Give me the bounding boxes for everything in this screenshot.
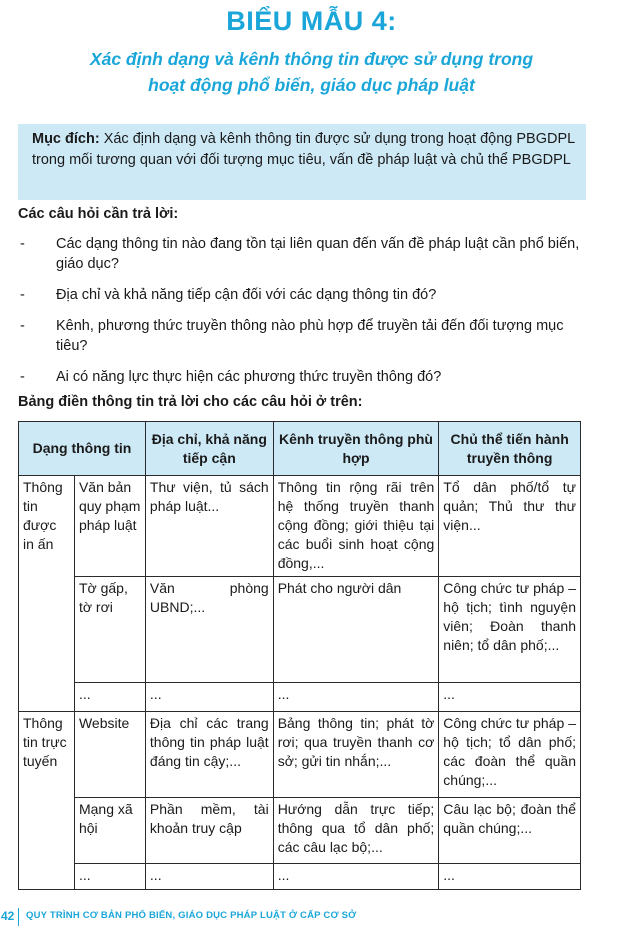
- list-dash: -: [20, 369, 25, 385]
- table-cell: Mạng xã hội: [74, 798, 145, 864]
- table-row: [19, 798, 581, 864]
- table-row: [19, 864, 581, 890]
- question-text: Địa chỉ và khả năng tiếp cận đối với các dạng thông tin đó?: [56, 287, 437, 303]
- purpose-label: Mục đích:: [32, 131, 100, 147]
- question-item: [18, 316, 598, 356]
- question-item: [18, 367, 598, 387]
- group-cell: Thông tin trực tuyến: [19, 712, 75, 890]
- table-cell: Tờ gấp, tờ rơi: [74, 577, 145, 683]
- question-text: Ai có năng lực thực hiện các phương thức truyền thông đó?: [56, 369, 442, 385]
- question-text: Kênh, phương thức truyền thông nào phù hợp để truyền tải đến đối tượng mục tiêu?: [56, 318, 564, 354]
- column-header: Dạng thông tin: [19, 422, 146, 476]
- subtitle-line-2: hoạt động phổ biến, giáo dục pháp luật: [148, 75, 475, 95]
- purpose-box: [18, 124, 586, 200]
- table-cell: Văn phòng UBND;...: [145, 577, 273, 683]
- table-cell: Công chức tư pháp – hộ tịch; tình nguyện viên; Đoàn thanh niên; tổ dân phố;...: [439, 577, 581, 683]
- table-cell: Hướng dẫn trực tiếp; thông qua tổ dân phố; các câu lạc bộ;...: [273, 798, 439, 864]
- list-dash: -: [20, 287, 25, 303]
- list-dash: -: [20, 236, 25, 252]
- table-cell: Website: [74, 712, 145, 798]
- table-row: [19, 712, 581, 798]
- question-item: [18, 234, 598, 274]
- table-cell: ...: [439, 864, 581, 890]
- question-text: Các dạng thông tin nào đang tồn tại liên quan đến vấn đề pháp luật cần phổ biến, giáo dục?: [56, 236, 580, 272]
- page-number: 42: [1, 909, 15, 923]
- table-cell: ...: [74, 864, 145, 890]
- purpose-text: Xác định dạng và kênh thông tin được sử dụng trong hoạt động PBGDPL trong mối tương quan với đối tượng mục tiêu, vấn đề pháp luật và chủ thể PBGDPL: [32, 131, 575, 168]
- table-cell: Phát cho người dân: [273, 577, 439, 683]
- questions-heading: Các câu hỏi cần trả lời:: [18, 206, 179, 222]
- table-cell: Tổ dân phố/tổ tự quản; Thủ thư thư viện...: [439, 476, 581, 577]
- column-header: Địa chỉ, khả năng tiếp cận: [145, 422, 273, 476]
- info-table: [18, 421, 581, 890]
- table-cell: Bảng thông tin; phát tờ rơi; qua truyền thanh cơ sở; gửi tin nhắn;...: [273, 712, 439, 798]
- column-header: Chủ thể tiến hành truyền thông: [439, 422, 581, 476]
- question-item: [18, 285, 598, 305]
- form-title: BIỂU MẪU 4:: [226, 6, 397, 36]
- column-header: Kênh truyền thông phù hợp: [273, 422, 439, 476]
- subtitle-line-1: Xác định dạng và kênh thông tin được sử dụng trong: [89, 49, 534, 69]
- table-header-row: [19, 422, 581, 476]
- table-cell: ...: [145, 864, 273, 890]
- list-dash: -: [20, 318, 25, 334]
- table-row: [19, 683, 581, 712]
- table-cell: Văn bản quy phạm pháp luật: [74, 476, 145, 577]
- questions-list: [18, 234, 598, 398]
- table-cell: Thư viện, tủ sách pháp luật...: [145, 476, 273, 577]
- table-heading: Bảng điền thông tin trả lời cho các câu hỏi ở trên:: [18, 394, 363, 410]
- table-cell: ...: [439, 683, 581, 712]
- table-cell: ...: [273, 864, 439, 890]
- group-cell: Thông tin được in ấn: [19, 476, 75, 712]
- form-subtitle: [40, 46, 583, 98]
- table-cell: ...: [273, 683, 439, 712]
- table-cell: Địa chỉ các trang thông tin pháp luật đáng tin cậy;...: [145, 712, 273, 798]
- table-cell: Thông tin rộng rãi trên hệ thống truyền thanh cộng đồng; giới thiệu tại các buổi sinh hoạt cộng đồng,...: [273, 476, 439, 577]
- footer-divider: [18, 908, 19, 926]
- table-cell: Câu lạc bộ; đoàn thể quần chúng;...: [439, 798, 581, 864]
- table-row: [19, 476, 581, 577]
- running-footer: QUY TRÌNH CƠ BẢN PHỔ BIẾN, GIÁO DỤC PHÁP LUẬT Ở CẤP CƠ SỞ: [26, 910, 357, 921]
- table-cell: Phần mềm, tài khoản truy cập: [145, 798, 273, 864]
- table-cell: ...: [74, 683, 145, 712]
- table-cell: Công chức tư pháp – hộ tịch; tổ dân phố; các đoàn thể quần chúng;...: [439, 712, 581, 798]
- table-row: [19, 577, 581, 683]
- table-cell: ...: [145, 683, 273, 712]
